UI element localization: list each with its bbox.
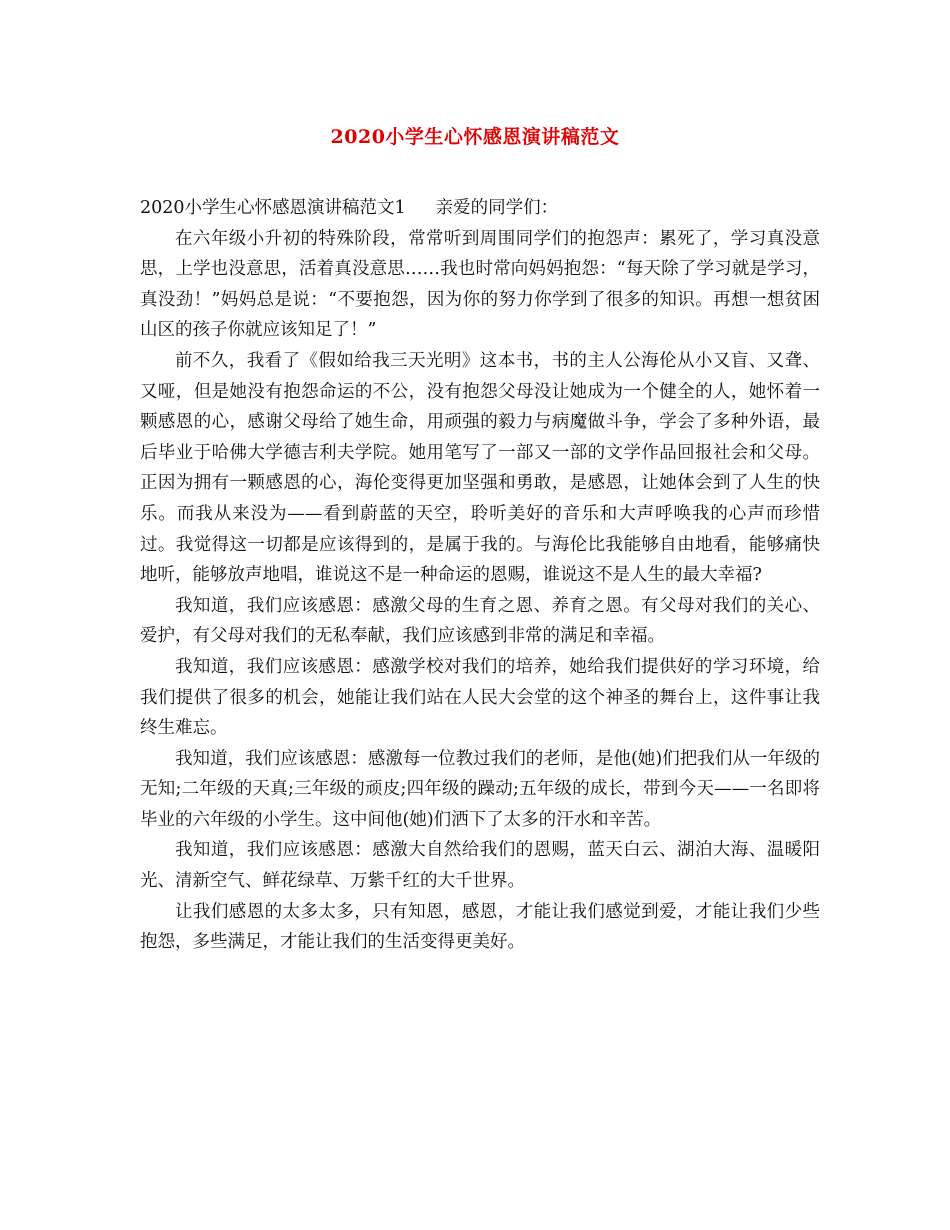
paragraph: 在六年级小升初的特殊阶段，常常听到周围同学们的抱怨声：累死了，学习真没意思，上学也没意思，活着真没意思……我也时常向妈妈抱怨：“每天除了学习就是学习，真没劲！”妈妈总是说：“不要抱怨，因为你的努力你学到了很多的知识。再想一想贫困山区的孩子你就应该知足了！” (140, 228, 820, 341)
document-body (140, 193, 820, 958)
subtitle-text: 2020小学生心怀感恩演讲稿范文1 (140, 198, 406, 218)
paragraph: 我知道，我们应该感恩：感激大自然给我们的恩赐，蓝天白云、湖泊大海、温暖阳光、清新空气、鲜花绿草、万紫千红的大千世界。 (140, 840, 820, 892)
paragraph: 我知道，我们应该感恩：感激父母的生育之恩、养育之恩。有父母对我们的关心、爱护，有父母对我们的无私奉献，我们应该感到非常的满足和幸福。 (140, 595, 820, 647)
document-title: 2020小学生心怀感恩演讲稿范文 (330, 126, 620, 148)
paragraph: 让我们感恩的太多太多，只有知恩，感恩，才能让我们感觉到爱，才能让我们少些抱怨，多些满足，才能让我们的生活变得更美好。 (140, 901, 820, 953)
paragraph: 我知道，我们应该感恩：感激每一位教过我们的老师，是他(她)们把我们从一年级的无知;二年级的天真;三年级的顽皮;四年级的躁动;五年级的成长，带到今天——一名即将毕业的六年级的小学生。这中间他(她)们洒下了太多的汗水和辛苦。 (140, 748, 820, 830)
greeting-text: 亲爱的同学们： (435, 198, 559, 218)
paragraph: 前不久，我看了《假如给我三天光明》这本书，书的主人公海伦从小又盲、又聋、又哑，但是她没有抱怨命运的不公，没有抱怨父母没让她成为一个健全的人，她怀着一颗感恩的心，感谢父母给了她生命，用顽强的毅力与病魔做斗争，学会了多种外语，最后毕业于哈佛大学德吉利夫学院。她用笔写了一部又一部的文学作品回报社会和父母。正因为拥有一颗感恩的心，海伦变得更加坚强和勇敢，是感恩，让她体会到了人生的快乐。而我从来没为——看到蔚蓝的天空，聆听美好的音乐和大声呼唤我的心声而珍惜过。我觉得这一切都是应该得到的，是属于我的。与海伦比我能够自由地看，能够痛快地听，能够放声地唱，谁说这不是一种命运的恩赐，谁说这不是人生的最大幸福? (140, 350, 820, 586)
paragraph: 我知道，我们应该感恩：感激学校对我们的培养，她给我们提供好的学习环境，给我们提供了很多的机会，她能让我们站在人民大会堂的这个神圣的舞台上，这件事让我终生难忘。 (140, 656, 820, 739)
document-subheading (140, 193, 820, 224)
